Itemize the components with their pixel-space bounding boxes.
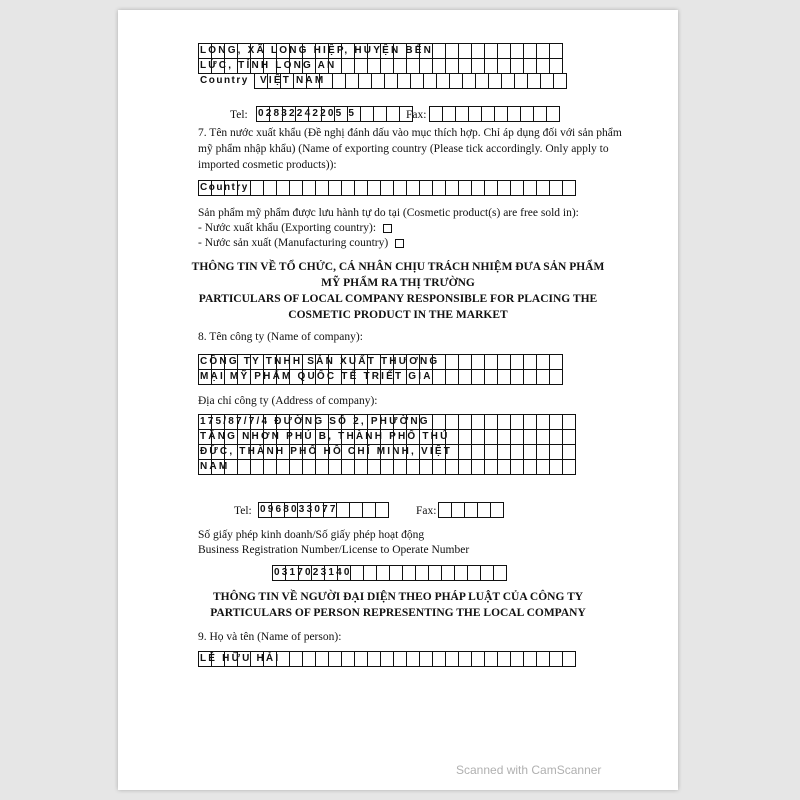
form-cell[interactable] [445, 459, 459, 475]
form-cell[interactable] [484, 429, 498, 445]
form-cell[interactable] [520, 106, 534, 122]
form-cell[interactable] [328, 651, 342, 667]
form-cell[interactable] [458, 369, 472, 385]
form-cell[interactable] [419, 58, 433, 74]
form-cell[interactable] [367, 459, 381, 475]
form-cell[interactable] [484, 43, 498, 59]
form-cell[interactable] [458, 444, 472, 460]
heading1-vi-line1: THÔNG TIN VỀ TỔ CHỨC, CÁ NHÂN CHỊU TRÁCH NHIỆM ĐƯA SẢN PHẨM [191, 261, 605, 273]
form-cell[interactable] [523, 354, 537, 370]
form-cell[interactable] [497, 429, 511, 445]
form-cell[interactable] [497, 180, 511, 196]
company-address-line-2: TĂNG NHƠN PHÚ B, THÀNH PHỐ THỦ [200, 431, 450, 442]
fax-label: Fax: [406, 109, 427, 121]
form-cell[interactable] [393, 651, 407, 667]
form-cell[interactable] [419, 180, 433, 196]
form-cell[interactable] [406, 180, 420, 196]
form-cell[interactable] [549, 369, 563, 385]
form-cell[interactable] [289, 459, 303, 475]
form-cell[interactable] [375, 502, 389, 518]
form-cell[interactable] [406, 651, 420, 667]
form-cell[interactable] [445, 58, 459, 74]
form-cell[interactable] [384, 73, 398, 89]
form-cell[interactable] [471, 444, 485, 460]
form-cell[interactable] [406, 459, 420, 475]
form-cell[interactable] [397, 73, 411, 89]
form-cell[interactable] [510, 444, 524, 460]
form-cell[interactable] [458, 58, 472, 74]
form-cell[interactable] [302, 651, 316, 667]
heading1-vi-line2: MỸ PHẨM RA THỊ TRƯỜNG [321, 277, 475, 289]
form-cell[interactable] [332, 73, 346, 89]
form-cell[interactable] [328, 459, 342, 475]
form-cell[interactable] [471, 651, 485, 667]
form-cell[interactable] [507, 106, 521, 122]
form-cell[interactable] [315, 459, 329, 475]
form-cell[interactable] [328, 180, 342, 196]
exporting-country-grid [198, 180, 575, 195]
form-cell[interactable] [449, 73, 463, 89]
company-address-label: Địa chỉ công ty (Address of company): [198, 395, 378, 407]
form-cell[interactable] [367, 651, 381, 667]
form-cell[interactable] [510, 459, 524, 475]
form-cell[interactable] [341, 459, 355, 475]
form-cell[interactable] [562, 459, 576, 475]
form-cell[interactable] [553, 73, 567, 89]
form-cell[interactable] [562, 414, 576, 430]
form-cell[interactable] [493, 565, 507, 581]
option-manufacturing-label: - Nước sản xuất (Manufacturing country) [198, 237, 389, 249]
form-cell[interactable] [523, 651, 537, 667]
form-cell[interactable] [497, 459, 511, 475]
form-cell[interactable] [441, 565, 455, 581]
form-cell[interactable] [419, 459, 433, 475]
form-cell[interactable] [458, 180, 472, 196]
form-cell[interactable] [549, 58, 563, 74]
form-cell[interactable] [432, 180, 446, 196]
form-cell[interactable] [432, 651, 446, 667]
heading2-en: PARTICULARS OF PERSON REPRESENTING THE LOCAL COMPANY [210, 607, 586, 619]
form-cell[interactable] [549, 354, 563, 370]
form-cell[interactable] [345, 73, 359, 89]
license-label-vi: Số giấy phép kinh doanh/Số giấy phép hoạt động [198, 529, 425, 541]
form-cell[interactable] [523, 43, 537, 59]
form-cell[interactable] [458, 354, 472, 370]
country-row-label: Country [200, 75, 249, 86]
heading1-en-line2: COSMETIC PRODUCT IN THE MARKET [288, 309, 508, 321]
company-name-label: 8. Tên công ty (Name of company): [198, 331, 363, 343]
form-cell[interactable] [276, 459, 290, 475]
form-cell[interactable] [367, 180, 381, 196]
form-cell[interactable] [536, 369, 550, 385]
form-cell[interactable] [536, 459, 550, 475]
form-cell[interactable] [250, 459, 264, 475]
form-cell[interactable] [336, 502, 350, 518]
form-cell[interactable] [432, 369, 446, 385]
form-cell[interactable] [263, 459, 277, 475]
section7-line1: 7. Tên nước xuất khẩu (Đề nghị đánh dấu vào mục thích hợp. Chỉ áp dụng đối với sản phẩm [198, 127, 622, 139]
form-cell[interactable] [380, 459, 394, 475]
form-cell[interactable] [549, 43, 563, 59]
form-cell[interactable] [533, 106, 547, 122]
person-name-value: LÊ HỮU HẢI [200, 653, 281, 664]
form-cell[interactable] [471, 354, 485, 370]
form-cell[interactable] [432, 58, 446, 74]
form-cell[interactable] [471, 369, 485, 385]
form-cell[interactable] [523, 414, 537, 430]
form-cell[interactable] [455, 106, 469, 122]
form-cell[interactable] [432, 43, 446, 59]
form-cell[interactable] [510, 354, 524, 370]
form-cell[interactable] [481, 106, 495, 122]
form-cell[interactable] [386, 106, 400, 122]
form-cell[interactable] [494, 106, 508, 122]
camscanner-watermark: Scanned with CamScanner [456, 763, 602, 777]
company-line-1: CÔNG TY TNHH SẢN XUẤT THƯƠNG [200, 356, 440, 367]
form-cell[interactable] [488, 73, 502, 89]
form-cell[interactable] [354, 180, 368, 196]
form-cell[interactable] [549, 459, 563, 475]
form-cell[interactable] [471, 414, 485, 430]
form-cell[interactable] [358, 73, 372, 89]
form-cell[interactable] [490, 502, 504, 518]
form-cell[interactable] [406, 58, 420, 74]
form-cell[interactable] [540, 73, 554, 89]
form-cell[interactable] [497, 43, 511, 59]
form-cell[interactable] [341, 651, 355, 667]
form-cell[interactable] [510, 429, 524, 445]
form-cell[interactable] [536, 444, 550, 460]
form-cell[interactable] [373, 106, 387, 122]
form-cell[interactable] [546, 106, 560, 122]
tel-value: 02832242205 5 [258, 108, 357, 119]
form-cell[interactable] [497, 354, 511, 370]
form-cell[interactable] [410, 73, 424, 89]
form-cell[interactable] [523, 180, 537, 196]
form-cell[interactable] [523, 459, 537, 475]
manufacturing-checkbox[interactable] [395, 239, 404, 248]
form-cell[interactable] [380, 180, 394, 196]
form-cell[interactable] [471, 43, 485, 59]
form-cell[interactable] [445, 414, 459, 430]
form-cell[interactable] [497, 369, 511, 385]
form-cell[interactable] [484, 369, 498, 385]
form-cell[interactable] [458, 414, 472, 430]
license-label-en: Business Registration Number/License to Operate Number [198, 544, 470, 556]
option-manufacturing [198, 236, 404, 251]
form-cell[interactable] [549, 180, 563, 196]
exporting-country-label: Country [200, 182, 249, 193]
form-cell[interactable] [510, 43, 524, 59]
form-cell[interactable] [350, 565, 364, 581]
form-cell[interactable] [458, 43, 472, 59]
form-cell[interactable] [471, 459, 485, 475]
form-cell[interactable] [432, 414, 446, 430]
form-cell[interactable] [562, 429, 576, 445]
form-cell[interactable] [393, 180, 407, 196]
form-cell[interactable] [475, 73, 489, 89]
form-cell[interactable] [484, 58, 498, 74]
form-cell[interactable] [501, 73, 515, 89]
form-cell[interactable] [549, 444, 563, 460]
form-cell[interactable] [341, 180, 355, 196]
form-cell[interactable] [562, 180, 576, 196]
form-cell[interactable] [510, 58, 524, 74]
form-cell[interactable] [464, 502, 478, 518]
form-cell[interactable] [302, 180, 316, 196]
form-cell[interactable] [536, 354, 550, 370]
form-cell[interactable] [380, 58, 394, 74]
form-cell[interactable] [510, 651, 524, 667]
form-cell[interactable] [362, 502, 376, 518]
form-cell[interactable] [497, 58, 511, 74]
form-cell[interactable] [562, 444, 576, 460]
form-cell[interactable] [302, 459, 316, 475]
form-cell[interactable] [349, 502, 363, 518]
fax-grid [429, 106, 559, 121]
form-cell[interactable] [445, 651, 459, 667]
address-line-2: LỨC, TỈNH LONG AN [200, 60, 337, 71]
form-cell[interactable] [468, 106, 482, 122]
tel-label: Tel: [230, 109, 248, 121]
form-cell[interactable] [276, 180, 290, 196]
form-cell[interactable] [523, 369, 537, 385]
form-cell[interactable] [484, 651, 498, 667]
form-cell[interactable] [389, 565, 403, 581]
form-cell[interactable] [458, 459, 472, 475]
license-value: 0317023140 [274, 567, 352, 578]
form-cell[interactable] [480, 565, 494, 581]
section7-line3: imported cosmetic products)): [198, 159, 337, 171]
heading2-vi: THÔNG TIN VỀ NGƯỜI ĐẠI DIỆN THEO PHÁP LUẬT CỦA CÔNG TY [212, 591, 584, 603]
company-address-line-4: NAM [200, 461, 230, 472]
company-address-line-3: ĐỨC, THÀNH PHỐ HỒ CHÍ MINH, VIỆT [200, 446, 453, 457]
form-cell[interactable] [354, 459, 368, 475]
form-cell[interactable] [484, 414, 498, 430]
form-cell[interactable] [360, 106, 374, 122]
form-cell[interactable] [454, 565, 468, 581]
document-page [118, 10, 678, 790]
form-cell[interactable] [477, 502, 491, 518]
free-sold-text: Sản phẩm mỹ phẩm được lưu hành tự do tại (Cosmetic product(s) are free sold in): [198, 207, 579, 219]
form-cell[interactable] [562, 651, 576, 667]
form-cell[interactable] [510, 369, 524, 385]
company-line-2: MẠI MỸ PHẨM QUỐC TẾ TRIẾT GIA [200, 371, 433, 382]
form-cell[interactable] [536, 58, 550, 74]
form-cell[interactable] [458, 429, 472, 445]
company-tel-value: 0968033077 [260, 504, 338, 515]
company-fax-label: Fax: [416, 505, 437, 517]
form-cell[interactable] [445, 180, 459, 196]
form-cell[interactable] [536, 180, 550, 196]
exporting-checkbox[interactable] [383, 224, 392, 233]
form-cell[interactable] [371, 73, 385, 89]
form-cell[interactable] [467, 565, 481, 581]
person-name-label: 9. Họ và tên (Name of person): [198, 631, 342, 643]
form-cell[interactable] [471, 180, 485, 196]
form-cell[interactable] [429, 106, 443, 122]
form-cell[interactable] [549, 429, 563, 445]
form-cell[interactable] [445, 43, 459, 59]
form-cell[interactable] [438, 502, 452, 518]
form-cell[interactable] [536, 429, 550, 445]
form-cell[interactable] [484, 180, 498, 196]
heading1-en-line1: PARTICULARS OF LOCAL COMPANY RESPONSIBLE FOR PLACING THE [198, 293, 598, 305]
form-cell[interactable] [549, 651, 563, 667]
form-cell[interactable] [523, 58, 537, 74]
form-cell[interactable] [442, 106, 456, 122]
form-cell[interactable] [445, 354, 459, 370]
form-cell[interactable] [237, 459, 251, 475]
option-exporting [198, 221, 392, 236]
form-cell[interactable] [315, 180, 329, 196]
form-cell[interactable] [510, 414, 524, 430]
form-cell[interactable] [341, 58, 355, 74]
form-cell[interactable] [497, 444, 511, 460]
address-line-1: LONG, XÃ LONG HIỆP, HUYỆN BẾN [200, 45, 434, 56]
form-cell[interactable] [393, 58, 407, 74]
form-cell[interactable] [354, 651, 368, 667]
form-cell[interactable] [514, 73, 528, 89]
form-cell[interactable] [497, 414, 511, 430]
form-cell[interactable] [376, 565, 390, 581]
form-cell[interactable] [436, 73, 450, 89]
form-cell[interactable] [393, 459, 407, 475]
form-cell[interactable] [484, 459, 498, 475]
company-address-line-1: 175/87/7/4 ĐƯỜNG SỐ 2, PHƯỜNG [200, 416, 430, 427]
form-cell[interactable] [380, 651, 394, 667]
form-cell[interactable] [536, 651, 550, 667]
form-cell[interactable] [484, 444, 498, 460]
form-cell[interactable] [536, 414, 550, 430]
form-cell[interactable] [549, 414, 563, 430]
form-cell[interactable] [354, 58, 368, 74]
form-cell[interactable] [471, 429, 485, 445]
form-cell[interactable] [458, 651, 472, 667]
form-cell[interactable] [523, 444, 537, 460]
form-cell[interactable] [419, 651, 433, 667]
form-cell[interactable] [367, 58, 381, 74]
option-exporting-label: - Nước xuất khẩu (Exporting country): [198, 222, 377, 234]
section7-line2: mỹ phẩm nhập khẩu) (Name of exporting country (Please tick accordingly. Only apply to [198, 143, 609, 155]
form-cell[interactable] [363, 565, 377, 581]
form-cell[interactable] [289, 180, 303, 196]
form-cell[interactable] [497, 651, 511, 667]
form-cell[interactable] [510, 180, 524, 196]
form-cell[interactable] [527, 73, 541, 89]
form-cell[interactable] [471, 58, 485, 74]
company-fax-grid [438, 502, 503, 517]
company-tel-label: Tel: [234, 505, 252, 517]
form-cell[interactable] [415, 565, 429, 581]
form-cell[interactable] [432, 459, 446, 475]
form-cell[interactable] [462, 73, 476, 89]
form-cell[interactable] [250, 180, 264, 196]
country-value: VIỆT NAM [260, 75, 326, 86]
form-cell[interactable] [523, 429, 537, 445]
company-address-grid-4 [198, 459, 575, 474]
form-cell[interactable] [484, 354, 498, 370]
form-cell[interactable] [289, 651, 303, 667]
form-cell[interactable] [423, 73, 437, 89]
form-cell[interactable] [402, 565, 416, 581]
form-cell[interactable] [428, 565, 442, 581]
form-cell[interactable] [315, 651, 329, 667]
form-cell[interactable] [451, 502, 465, 518]
form-cell[interactable] [263, 180, 277, 196]
form-cell[interactable] [536, 43, 550, 59]
form-cell[interactable] [445, 369, 459, 385]
